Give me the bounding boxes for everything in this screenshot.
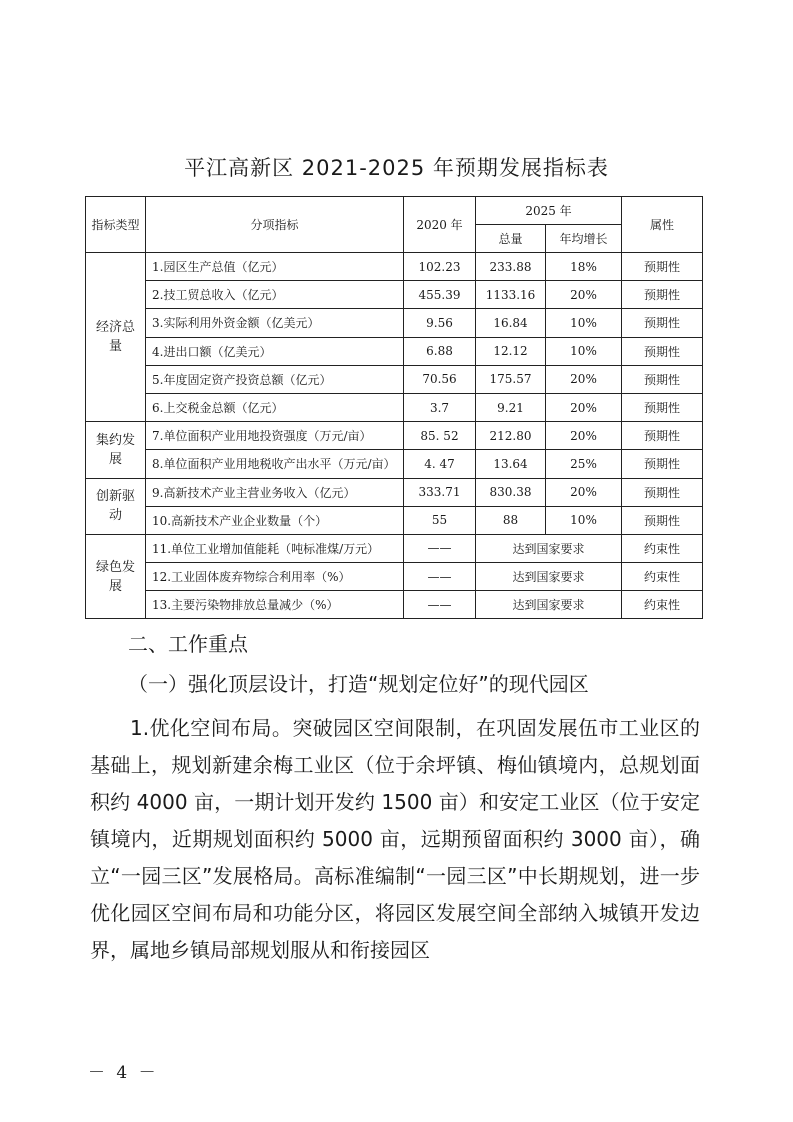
item-cell: 11.单位工业增加值能耗（吨标准煤/万元） bbox=[146, 534, 404, 562]
table-row bbox=[86, 422, 703, 450]
header-total: 总量 bbox=[476, 225, 546, 253]
growth-cell: 20% bbox=[546, 478, 622, 506]
growth-cell: 20% bbox=[546, 393, 622, 421]
target-cell: 达到国家要求 bbox=[476, 534, 622, 562]
attribute-cell: 预期性 bbox=[622, 422, 703, 450]
growth-cell: 20% bbox=[546, 422, 622, 450]
header-2020: 2020 年 bbox=[404, 197, 476, 253]
total-cell: 830.38 bbox=[476, 478, 546, 506]
body-paragraph: 1.优化空间布局。突破园区空间限制，在巩固发展伍市工业区的基础上，规划新建余梅工业区（位于余坪镇、梅仙镇境内，总规划面积约 4000 亩，一期计划开发约 1500 亩）和安定工业区（位于安定镇境内，近期规划面积约 5000 亩，远期预留面积约 3000 亩），确立“一园三区”发展格局。高标准编制“一园三区”中长期规划，进一步优化园区空间布局和功能分区，将园区发展空间全部纳入城镇开发边界，属地乡镇局部规划服从和衔接园区 bbox=[90, 716, 700, 962]
item-cell: 13.主要污染物排放总量减少（%） bbox=[146, 591, 404, 619]
item-cell: 3.实际利用外资金额（亿美元） bbox=[146, 309, 404, 337]
attribute-cell: 预期性 bbox=[622, 393, 703, 421]
value-2020-cell: —— bbox=[404, 534, 476, 562]
value-2020-cell: 85. 52 bbox=[404, 422, 476, 450]
total-cell: 12.12 bbox=[476, 337, 546, 365]
value-2020-cell: 3.7 bbox=[404, 393, 476, 421]
table-row bbox=[86, 393, 703, 421]
item-cell: 6.上交税金总额（亿元） bbox=[146, 393, 404, 421]
attribute-cell: 预期性 bbox=[622, 450, 703, 478]
attribute-cell: 预期性 bbox=[622, 478, 703, 506]
indicator-table bbox=[85, 196, 703, 619]
item-cell: 12.工业固体废弃物综合利用率（%） bbox=[146, 563, 404, 591]
table-row bbox=[86, 450, 703, 478]
header-category: 指标类型 bbox=[86, 197, 146, 253]
header-growth: 年均增长 bbox=[546, 225, 622, 253]
item-cell: 10.高新技术产业企业数量（个） bbox=[146, 506, 404, 534]
value-2020-cell: 6.88 bbox=[404, 337, 476, 365]
total-cell: 233.88 bbox=[476, 253, 546, 281]
header-2025: 2025 年 bbox=[476, 197, 622, 225]
attribute-cell: 约束性 bbox=[622, 563, 703, 591]
item-cell: 4.进出口额（亿美元） bbox=[146, 337, 404, 365]
category-cell: 集约发展 bbox=[86, 422, 146, 478]
table-row bbox=[86, 337, 703, 365]
total-cell: 13.64 bbox=[476, 450, 546, 478]
item-cell: 2.技工贸总收入（亿元） bbox=[146, 281, 404, 309]
category-cell: 经济总量 bbox=[86, 253, 146, 422]
value-2020-cell: 102.23 bbox=[404, 253, 476, 281]
table-row bbox=[86, 365, 703, 393]
attribute-cell: 预期性 bbox=[622, 281, 703, 309]
value-2020-cell: 55 bbox=[404, 506, 476, 534]
table-row bbox=[86, 506, 703, 534]
item-cell: 5.年度固定资产投资总额（亿元） bbox=[146, 365, 404, 393]
total-cell: 175.57 bbox=[476, 365, 546, 393]
table-row bbox=[86, 281, 703, 309]
attribute-cell: 预期性 bbox=[622, 253, 703, 281]
value-2020-cell: —— bbox=[404, 591, 476, 619]
value-2020-cell: 455.39 bbox=[404, 281, 476, 309]
growth-cell: 20% bbox=[546, 281, 622, 309]
page-number: － 4 － bbox=[88, 1063, 159, 1083]
table-row bbox=[86, 563, 703, 591]
growth-cell: 25% bbox=[546, 450, 622, 478]
table-row bbox=[86, 309, 703, 337]
growth-cell: 18% bbox=[546, 253, 622, 281]
table-row bbox=[86, 591, 703, 619]
attribute-cell: 预期性 bbox=[622, 365, 703, 393]
category-cell: 绿色发展 bbox=[86, 534, 146, 619]
growth-cell: 10% bbox=[546, 506, 622, 534]
total-cell: 1133.16 bbox=[476, 281, 546, 309]
table-row bbox=[86, 534, 703, 562]
table-row bbox=[86, 478, 703, 506]
total-cell: 212.80 bbox=[476, 422, 546, 450]
value-2020-cell: 9.56 bbox=[404, 309, 476, 337]
target-cell: 达到国家要求 bbox=[476, 563, 622, 591]
subsection-heading: （一）强化顶层设计，打造“规划定位好”的现代园区 bbox=[128, 672, 589, 696]
value-2020-cell: 70.56 bbox=[404, 365, 476, 393]
item-cell: 1.园区生产总值（亿元） bbox=[146, 253, 404, 281]
value-2020-cell: 333.71 bbox=[404, 478, 476, 506]
section-heading: 二、工作重点 bbox=[128, 632, 248, 656]
growth-cell: 20% bbox=[546, 365, 622, 393]
attribute-cell: 预期性 bbox=[622, 309, 703, 337]
growth-cell: 10% bbox=[546, 309, 622, 337]
value-2020-cell: 4. 47 bbox=[404, 450, 476, 478]
attribute-cell: 预期性 bbox=[622, 337, 703, 365]
item-cell: 9.高新技术产业主营业务收入（亿元） bbox=[146, 478, 404, 506]
header-item: 分项指标 bbox=[146, 197, 404, 253]
table-row bbox=[86, 253, 703, 281]
attribute-cell: 预期性 bbox=[622, 506, 703, 534]
target-cell: 达到国家要求 bbox=[476, 591, 622, 619]
item-cell: 7.单位面积产业用地投资强度（万元/亩） bbox=[146, 422, 404, 450]
table-title: 平江高新区 2021-2025 年预期发展指标表 bbox=[184, 156, 609, 180]
growth-cell: 10% bbox=[546, 337, 622, 365]
item-cell: 8.单位面积产业用地税收产出水平（万元/亩） bbox=[146, 450, 404, 478]
attribute-cell: 约束性 bbox=[622, 591, 703, 619]
category-cell: 创新驱动 bbox=[86, 478, 146, 534]
attribute-cell: 约束性 bbox=[622, 534, 703, 562]
value-2020-cell: —— bbox=[404, 563, 476, 591]
total-cell: 88 bbox=[476, 506, 546, 534]
total-cell: 16.84 bbox=[476, 309, 546, 337]
total-cell: 9.21 bbox=[476, 393, 546, 421]
header-attribute: 属性 bbox=[622, 197, 703, 253]
